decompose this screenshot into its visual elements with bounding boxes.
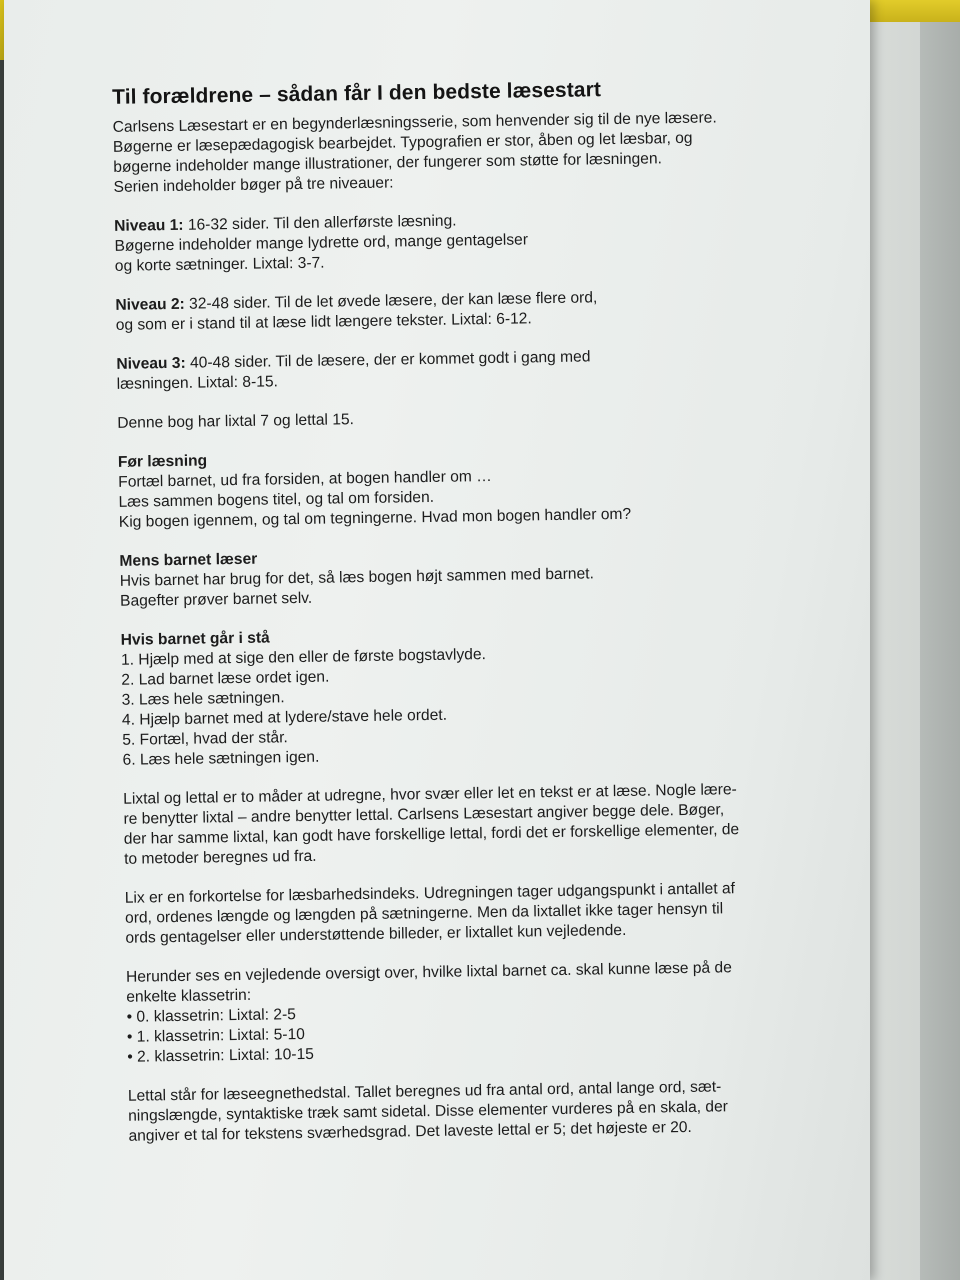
level-text: 40-48 sider. Til de læsere, der er kommet godt i gang med (185, 348, 591, 372)
paragraph-line: angiver et tal for tekstens sværhedsgrad. Det laveste lettal er 5; det højeste er 20. (128, 1118, 692, 1145)
bullet-item: • 0. klassetrin: Lixtal: 2-5 (126, 1006, 297, 1026)
intro-paragraph (105, 107, 826, 198)
section-line: Fortæl barnet, ud fra forsiden, at bogen handler om … (118, 467, 492, 491)
section-line: Læs sammen bogens titel, og tal om forsiden. (118, 488, 435, 511)
section-line: Hvis barnet har brug for det, så læs bogen højt sammen med barnet. (119, 565, 594, 590)
paragraph-line: ningslængde, syntaktiske træk samt sidetal. Disse elementer vurderes på en skala, der (128, 1098, 729, 1125)
level-3 (108, 344, 829, 395)
level-2 (107, 285, 828, 336)
lix-lettal-paragraph (115, 779, 836, 870)
book-note (109, 403, 829, 434)
paragraph-line: Herunder ses en vejledende oversigt over, hvilke lixtal barnet ca. skal kunne læse på de (125, 959, 732, 986)
level-label: Niveau 3: (116, 354, 186, 373)
lettal-paragraph (120, 1076, 841, 1147)
section-heading: Hvis barnet går i stå (120, 629, 270, 649)
list-item: 1. Hjælp med at sige den eller de første bogstavlyde. (120, 646, 487, 669)
background-page-edge (920, 0, 960, 1280)
paragraph-line: to metoder beregnes ud fra. (124, 847, 317, 868)
intro-line: Bøgerne er læsepædagogisk bearbejdet. Typografien er stor, åben og let læsbar, og (112, 129, 693, 156)
level-text: læsningen. Lixtal: 8-15. (116, 373, 279, 393)
intro-line: bøgerne indeholder mange illustrationer, der fungerer som støtte for læsningen. (113, 150, 663, 176)
paragraph-line: Lixtal og lettal er to måder at udregne, hvor svær eller let en tekst er at læse. Nogle lære- (123, 781, 737, 808)
section-line: Kig bogen igennem, og tal om tegningerne. Hvad mon bogen handler om? (118, 505, 632, 531)
paragraph-line: ord, ordenes længde og længden på sætningerne. Men da lixtallet ikke tager hensyn til (124, 900, 724, 927)
level-text: Bøgerne indeholder mange lydrette ord, mange gentagelser (114, 231, 529, 255)
intro-line: Carlsens Læsestart er en begynderlæsningsserie, som henvender sig til de nye læsere. (112, 109, 717, 136)
paragraph-line: der har samme lixtal, kan godt have forskellige lettal, fordi det er forskellige elementer, de (123, 821, 740, 848)
section-heading: Mens barnet læser (119, 550, 258, 570)
paragraph-line: Lettal står for læseegnethedstal. Tallet beregnes ud fra antal ord, antal lange ord, sæt- (127, 1078, 722, 1105)
section-heading: Før læsning (117, 452, 208, 471)
list-item: 2. Lad barnet læse ordet igen. (121, 668, 330, 689)
level-text: 16-32 sider. Til den allerførste læsning. (183, 212, 457, 234)
section-line: Bagefter prøver barnet selv. (119, 589, 313, 610)
level-label: Niveau 1: (114, 216, 184, 235)
overview-paragraph (118, 957, 839, 1068)
document-page (4, 0, 870, 1280)
page-title: Til forældrene – sådan får I den bedste læsestart (111, 78, 602, 109)
intro-line: Serien indeholder bøger på tre niveauer: (113, 174, 394, 196)
bullet-item: • 1. klassetrin: Lixtal: 5-10 (126, 1025, 305, 1046)
bullet-item: • 2. klassetrin: Lixtal: 10-15 (127, 1045, 314, 1066)
page-content (104, 75, 841, 1166)
level-text: og som er i stand til at læse lidt længere tekster. Lixtal: 6-12. (115, 310, 532, 334)
level-text: og korte sætninger. Lixtal: 3-7. (114, 254, 325, 275)
during-reading-section (111, 541, 832, 612)
stuck-section (113, 620, 835, 771)
level-label: Niveau 2: (115, 295, 185, 314)
lix-paragraph (117, 878, 838, 949)
list-item: 6. Læs hele sætningen igen. (122, 748, 320, 769)
before-reading-section (110, 442, 831, 533)
paragraph-line: re benytter lixtal – andre benytter lettal. Carlsens Læsestart angiver begge dele. Bøger, (123, 801, 725, 828)
paragraph-line: ords gentagelser eller understøttende billeder, er lixtallet kun vejledende. (125, 921, 627, 947)
list-item: 5. Fortæl, hvad der står. (122, 729, 288, 749)
book-cover-corner (870, 0, 960, 22)
level-text: 32-48 sider. Til de let øvede læsere, der kan læse flere ord, (184, 289, 598, 313)
paragraph-line: Lix er en forkortelse for læsbarhedsindeks. Udregningen tager udgangspunkt i antallet af (124, 880, 736, 907)
list-item: 3. Læs hele sætningen. (121, 689, 285, 709)
level-1 (106, 206, 827, 277)
list-item: 4. Hjælp barnet med at lydere/stave hele ordet. (121, 706, 448, 729)
paragraph-line: enkelte klassetrin: (126, 986, 252, 1006)
book-note-text: Denne bog har lixtal 7 og lettal 15. (117, 411, 355, 432)
